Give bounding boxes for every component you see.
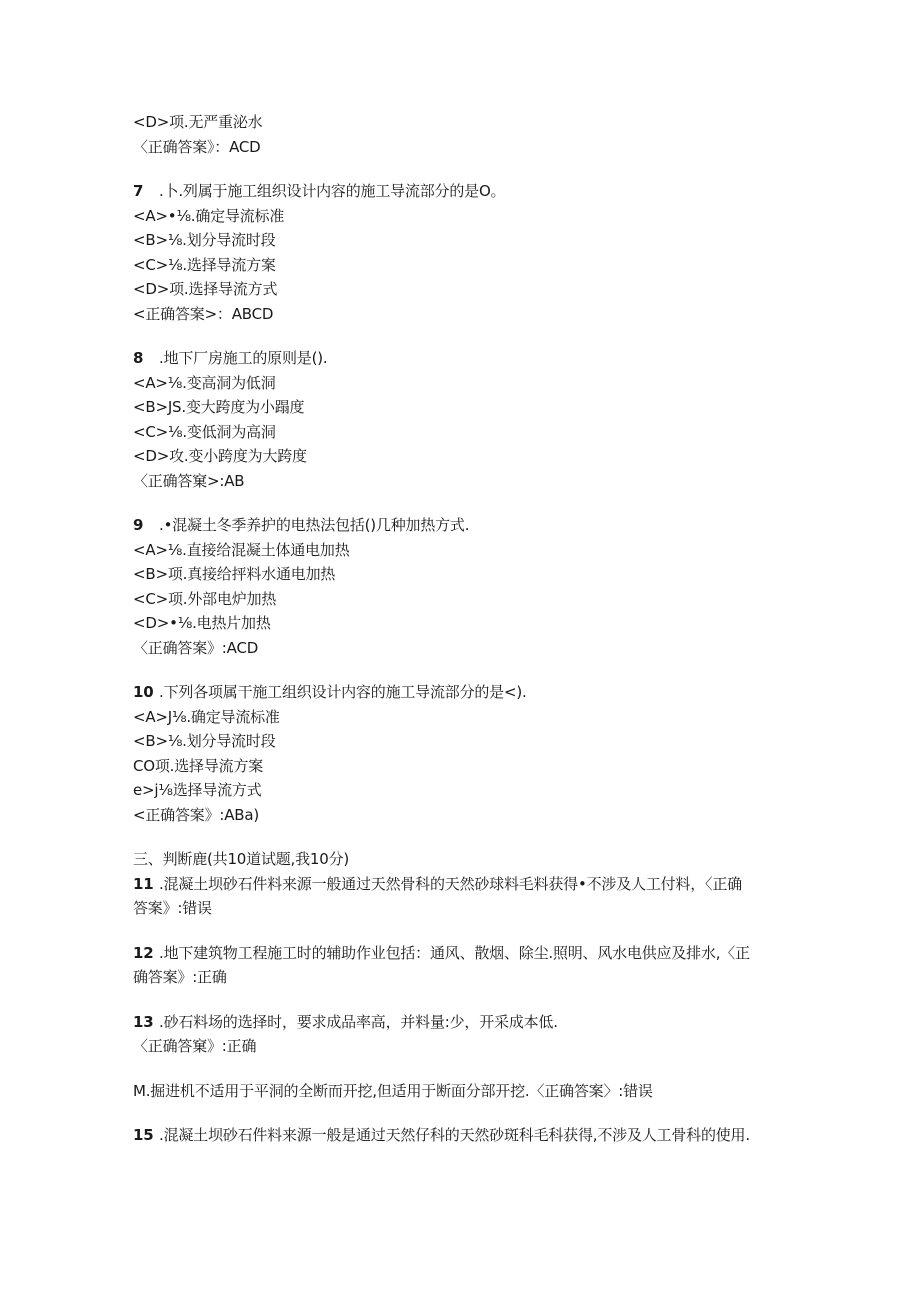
q8-text: .地下厂房施工的原则是(). xyxy=(159,349,328,367)
q6-option-d: <D>项.无严重泌水 xyxy=(133,113,263,131)
q7-answer: <正确答案>：ABCD xyxy=(133,304,274,323)
q12-number: 12 xyxy=(133,943,154,962)
q9-option-d: <D>•⅛.电热片加热 xyxy=(133,614,271,632)
q13-stem xyxy=(133,1010,793,1035)
q11-line1 xyxy=(133,872,793,897)
q7-number: 7 xyxy=(133,182,144,200)
q12-line2: 确答案》:正确 xyxy=(133,968,227,986)
q10-text: .下列各项属干施工组织设计内容的施工导流部分的是<). xyxy=(159,683,527,701)
q8-stem xyxy=(133,346,793,371)
q13-answer: 〈正确答窠》:正确 xyxy=(133,1037,257,1055)
q15-number: 15 xyxy=(133,1126,154,1144)
document-page xyxy=(133,110,793,1148)
q9-stem xyxy=(133,513,793,538)
q7-text: .卜.列属于施工组织设计内容的施工导流部分的是O。 xyxy=(159,182,506,200)
q9-answer: 〈正确答案》:ACD xyxy=(133,638,259,657)
q13-number: 13 xyxy=(133,1012,154,1031)
q15-stem xyxy=(133,1123,793,1148)
q9-number: 9 xyxy=(133,516,144,534)
section-title: 三、判断鹿(共10道试题,我10分) xyxy=(133,850,350,868)
q9-text: .•混凝土冬季养护的电热法包括()几种加热方式. xyxy=(159,516,470,534)
q8-answer: 〈正确答窠>:AB xyxy=(133,471,245,490)
q11-text: .混凝土坝砂石件料来源一般通过天然骨科的天然砂球料毛料获得•不涉及人工付料，〈正确 xyxy=(159,874,742,893)
q11-line2: 答案》:错误 xyxy=(133,899,212,917)
q10-answer: <正确答案》:ABa) xyxy=(133,805,260,824)
q8-option-c: <C>⅛.变低洞为高洞 xyxy=(133,422,276,441)
q8-option-d: <D>攻.变小跨度为大跨度 xyxy=(133,447,307,465)
q7-option-d: <D>项.选择导流方式 xyxy=(133,280,278,298)
q15-text: .混凝土坝砂石件料来源一般是通过天然仔科的天然砂斑科毛科获得,不涉及人工骨科的使用. xyxy=(159,1126,750,1144)
q10-option-b: <B>⅛.划分导流时段 xyxy=(133,732,276,750)
q6-answer: 〈正确答案》：ACD xyxy=(133,137,261,156)
q10-option-c: CO项.选择导流方案 xyxy=(133,756,264,775)
q8-option-a: <A>⅛.变高洞为低洞 xyxy=(133,373,276,392)
q10-option-d: e>j⅛选择导流方式 xyxy=(133,781,262,799)
q9-option-a: <A>⅛.直接给混凝土体通电加热 xyxy=(133,540,350,559)
q8-number: 8 xyxy=(133,349,144,367)
q10-number: 10 xyxy=(133,683,154,701)
q8-option-b: <B>JS.变大跨度为小蹋度 xyxy=(133,398,305,416)
q10-stem xyxy=(133,680,793,705)
q7-option-a: <A>•⅛.确定导流标准 xyxy=(133,206,285,225)
q9-option-b: <B>项.真接给抨料水通电加热 xyxy=(133,565,336,583)
q9-option-c: <C>项.外部电炉加热 xyxy=(133,589,277,608)
q12-text: .地下建筑物工程施工时的辅助作业包括：通风、散烟、除尘.照明、风水电供应及排水,〈正 xyxy=(159,943,750,962)
q13-text: .砂石料场的选择时，要求成品率高，并料量:少，开采成本低. xyxy=(159,1012,558,1031)
q7-stem xyxy=(133,179,793,204)
q10-option-a: <A>J⅛.确定导流标准 xyxy=(133,707,280,726)
q12-line1 xyxy=(133,941,793,966)
q7-option-b: <B>⅛.划分导流时段 xyxy=(133,231,276,249)
q14-line: M.掘进机不适用于平洞的全断而开挖,但适用于断面分部开挖.〈正确答案〉:错误 xyxy=(133,1081,653,1100)
q11-number: 11 xyxy=(133,874,154,893)
q7-option-c: <C>⅛.选择导流方案 xyxy=(133,255,276,274)
